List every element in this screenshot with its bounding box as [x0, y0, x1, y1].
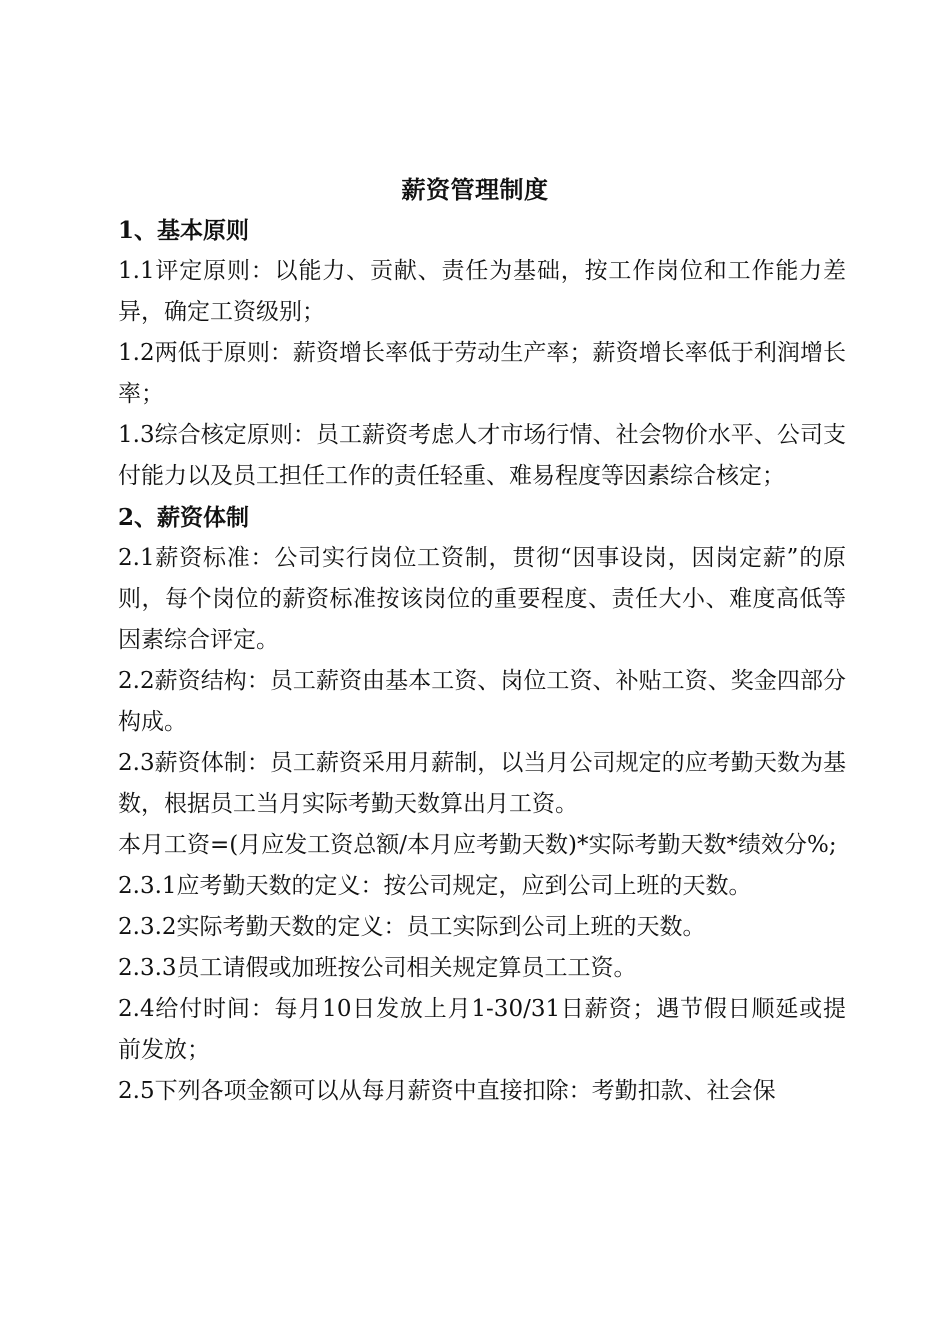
section-heading: 2、薪资体制 — [118, 504, 250, 531]
paragraph: 2.4给付时间：每月10日发放上月1-30/31日薪资；遇节假日顺延或提前发放； — [118, 996, 846, 1063]
paragraph: 2.1薪资标准：公司实行岗位工资制，贯彻“因事设岗，因岗定薪”的原则，每个岗位的薪资标准按该岗位的重要程度、责任大小、难度高低等因素综合评定。 — [118, 545, 846, 653]
formula-paragraph: 本月工资=(月应发工资总额/本月应考勤天数)*实际考勤天数*绩效分%; — [118, 832, 837, 858]
paragraph: 2.3.1应考勤天数的定义：按公司规定，应到公司上班的天数。 — [118, 873, 752, 899]
paragraph: 1.3综合核定原则：员工薪资考虑人才市场行情、社会物价水平、公司支付能力以及员工担任工作的责任轻重、难易程度等因素综合核定； — [118, 422, 846, 489]
section-heading: 1、基本原则 — [118, 217, 250, 244]
paragraph: 1.2两低于原则：薪资增长率低于劳动生产率；薪资增长率低于利润增长率； — [118, 340, 846, 407]
paragraph: 1.1评定原则：以能力、贡献、责任为基础，按工作岗位和工作能力差异，确定工资级别； — [118, 258, 846, 325]
paragraph: 2.2薪资结构：员工薪资由基本工资、岗位工资、补贴工资、奖金四部分构成。 — [118, 668, 846, 735]
paragraph: 2.3.2实际考勤天数的定义：员工实际到公司上班的天数。 — [118, 914, 706, 940]
document-title: 薪资管理制度 — [401, 175, 549, 204]
paragraph: 2.5下列各项金额可以从每月薪资中直接扣除：考勤扣款、社会保 — [118, 1078, 776, 1104]
document-body — [118, 210, 846, 1112]
paragraph: 2.3.3员工请假或加班按公司相关规定算员工工资。 — [118, 955, 637, 981]
paragraph: 2.3薪资体制：员工薪资采用月薪制，以当月公司规定的应考勤天数为基数，根据员工当月实际考勤天数算出月工资。 — [118, 750, 846, 817]
